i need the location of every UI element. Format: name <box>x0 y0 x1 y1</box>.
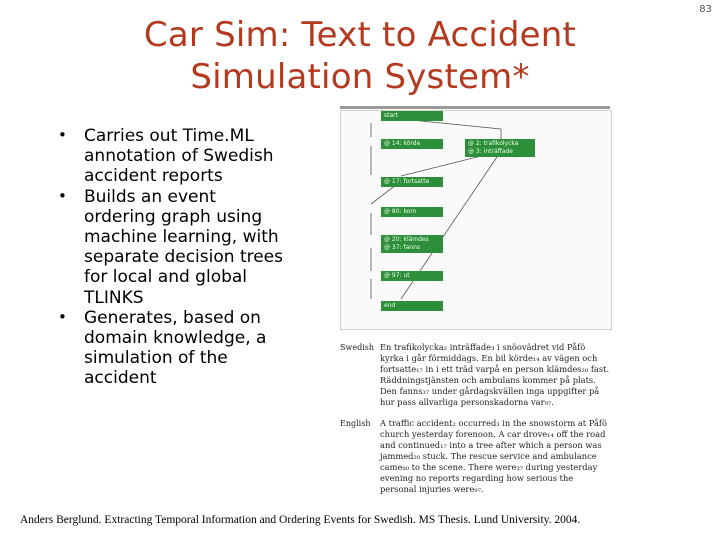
slide-number: 83 <box>699 4 712 15</box>
graph-node: @ 14: körde <box>381 139 443 149</box>
sample-text: En trafikolycka₂ inträffade₃ i snöovädret vid Påfö kyrka i går förmiddags. En bil körde₁₄ av vägen och fortsatte₁₇ in i ett träd varpå en person klämdes₂₀ fast. Räddningstjänsten och ambulans kommer på plats. Den fanns₃₇ under gårdagskvällen inga uppgifter på hur pass allvarliga personskadorna var₉₇. <box>380 342 610 407</box>
annotated-text-samples <box>340 342 610 505</box>
title-line-2: Simulation System* <box>190 57 530 97</box>
sample-english <box>340 418 610 495</box>
citation-caption: Anders Berglund. Extracting Temporal Information and Ordering Events for Swedish. MS Thesis. Lund University. 2004. <box>20 514 581 526</box>
event-ordering-graph <box>340 110 612 330</box>
graph-node: start <box>381 111 443 121</box>
sample-language-label: Swedish <box>340 343 374 352</box>
graph-node: @ 20: klämdes @ 37: fanns <box>381 235 443 253</box>
bullet-item: • Builds an event ordering graph using machine learning, with separate decision trees for local and global TLINKS <box>52 187 284 308</box>
title-divider <box>340 106 610 109</box>
graph-node: end <box>381 301 443 311</box>
graph-node: @ 97: ut <box>381 271 443 281</box>
bullet-list <box>52 126 284 389</box>
title-line-1: Car Sim: Text to Accident <box>143 15 577 55</box>
sample-language-label: English <box>340 419 371 428</box>
graph-node: @ 2: trafikolycka @ 3: inträffade <box>465 139 535 157</box>
sample-swedish <box>340 342 610 408</box>
bullet-item: • Carries out Time.ML annotation of Swedish accident reports <box>52 126 284 187</box>
slide-title <box>90 14 630 98</box>
graph-node: @ 17: fortsatte <box>381 177 443 187</box>
sample-text: A traffic accident₂ occurred₃ in the snowstorm at Påfö church yesterday forenoon. A car drove₁₄ off the road and continued₁₇ into a tree after which a person was jammed₂₀ stuck. The rescue service and ambulance came₈₀ to the scene. There were₃₇ during yesterday evening no reports regarding how serious the personal injuries were₉₇. <box>380 418 607 494</box>
graph-node: @ 80: kom <box>381 207 443 217</box>
bullet-item: • Generates, based on domain knowledge, a simulation of the accident <box>52 308 284 389</box>
